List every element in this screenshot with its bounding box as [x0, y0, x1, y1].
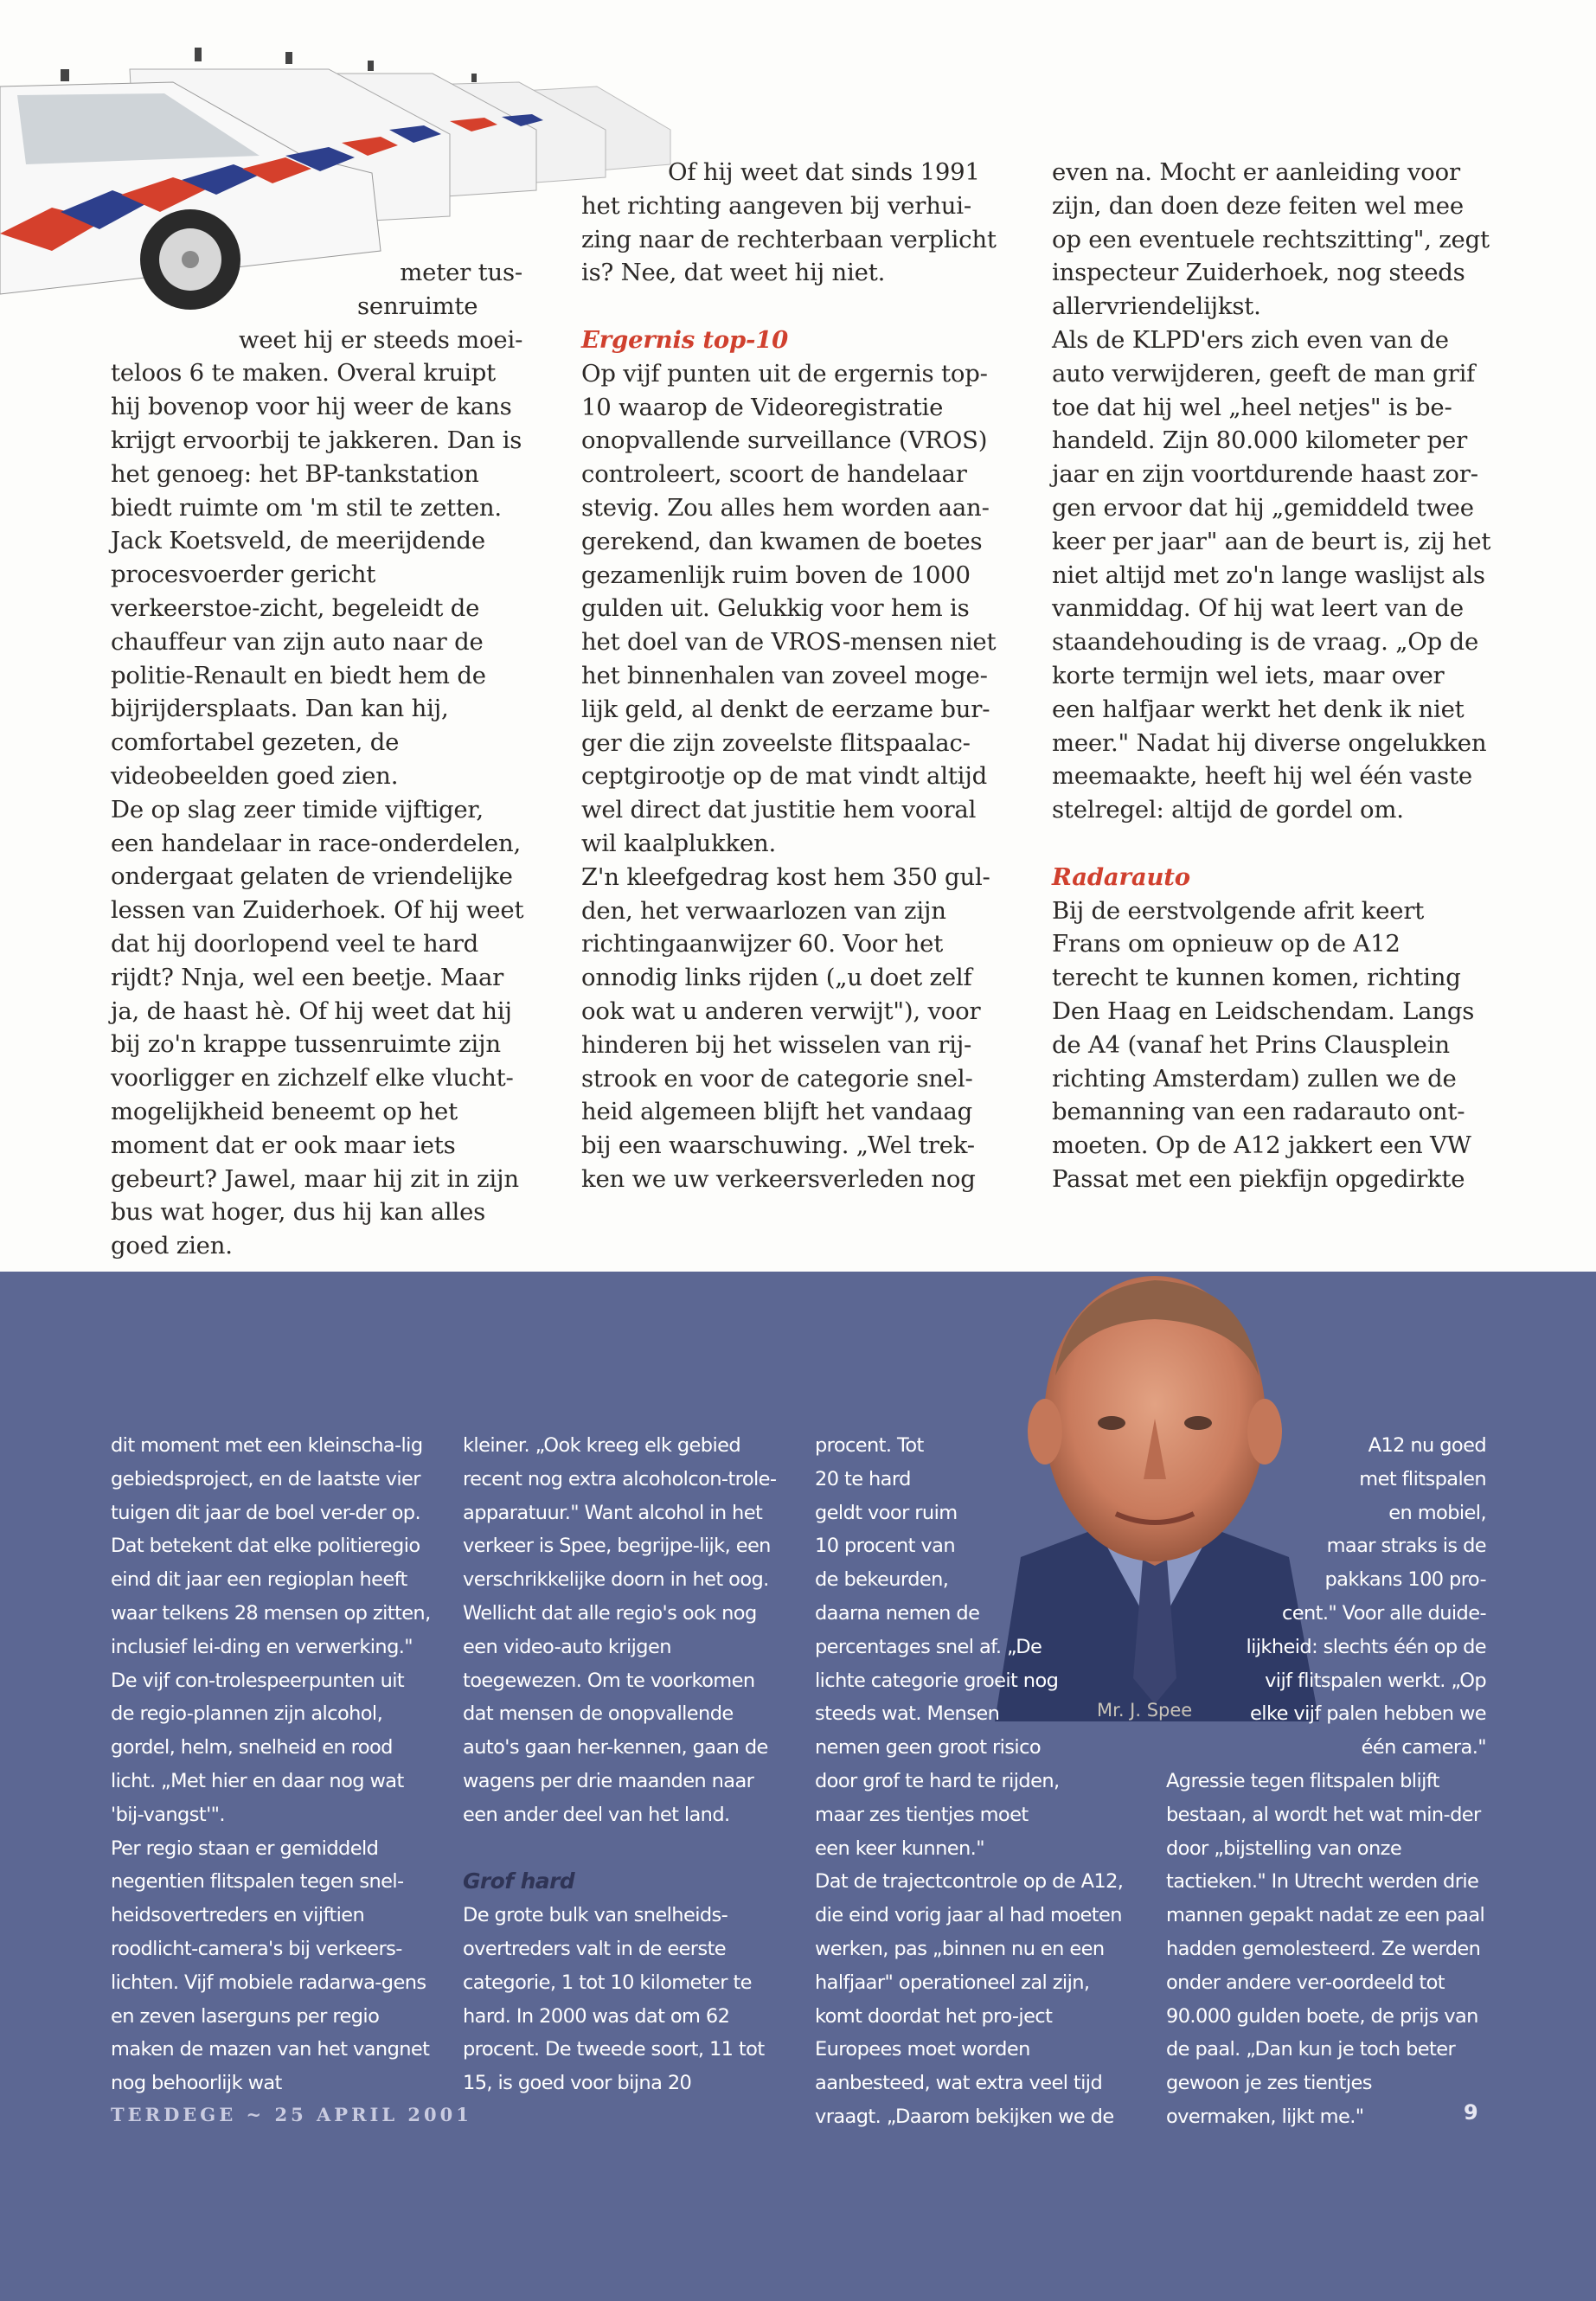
text-line: elke vijf palen hebben we	[1250, 1702, 1486, 1726]
article-column-2	[581, 156, 1002, 1196]
text-line: maar straks is de	[1326, 1535, 1486, 1558]
article-column-3	[1052, 156, 1493, 1196]
text-line: één camera."	[1361, 1736, 1486, 1759]
paragraph: Of hij weet dat sinds 1991 het richting aangeven bij verhui-zing naar de rechterbaan verplicht is? Nee, dat weet hij niet.	[581, 158, 997, 287]
sidebar-column-2	[463, 1429, 783, 2100]
text-line: cent." Voor alle duide-	[1281, 1601, 1486, 1625]
photo-caption: Mr. J. Spee	[1097, 1700, 1193, 1721]
paragraph: Z'n kleefgedrag kost hem 350 gul-den, het verwaarlozen van zijn richtingaanwijzer 60. Voor het onnodig links rijden („u doet zelf ook wat u anderen verwijt"), voor hinderen bij het wisselen van rij-strook en voor de categorie snel-heid algemeen blijft het vandaag bij een waarschuwing. „Wel trek-ken we uw verkeersverleden nog	[581, 862, 990, 1193]
paragraph: De grote bulk van snelheids-overtreders valt in de eerste categorie, 1 tot 10 kilometer te hard. In 2000 was dat om 62 procent. De tweede soort, 11 tot 15, is goed voor bijna 20	[463, 1904, 765, 2095]
text-line: en mobiel,	[1388, 1501, 1486, 1524]
text-line: 20 te hard	[815, 1467, 911, 1490]
publication-footer: TERDEGE ~ 25 APRIL 2001	[111, 2104, 472, 2125]
section-heading: Grof hard	[463, 1868, 575, 1894]
sidebar-column-4	[1166, 1429, 1486, 2134]
text-line: daarna nemen de	[815, 1601, 980, 1625]
sidebar-column-3	[815, 1429, 1135, 2134]
text-line: senruimte	[357, 292, 478, 320]
paragraph: Agressie tegen flitspalen blijft bestaan, al wordt het wat min-der door „bijstelling van onze tactieken." In Utrecht werden drie mannen gepakt nadat ze een paal hadden gemolesteerd. Ze werden onder andere ver-oordeeld tot 90.000 gulden boete, de prijs van de paal. „Dan kun je toch beter gewoon je zes tientjes overmaken, lijkt me."	[1166, 1769, 1485, 2128]
paragraph: Als de KLPD'ers zich even van de auto verwijderen, geeft de man grif toe dat hij wel „heel netjes" is be-handeld. Zijn 80.000 kilometer per jaar en zijn voortdurende haast zor-gen ervoor dat hij „gemiddeld twee keer per jaar" aan de beurt is, zij het niet altijd met zo'n lange waslijst als vanmiddag. Of hij wat leert van de staandehouding is de vraag. „Op de korte termijn wel iets, maar over een halfjaar werkt het denk ik niet meer." Nadat hij diverse ongelukken meemaakte, heeft hij wel één vaste stelregel: altijd de gordel om.	[1052, 325, 1491, 824]
paragraph: Per regio staan er gemiddeld negentien flitspalen tegen snel-heidsovertreders en vijftien roodlicht-camera's bij verkeers-lichten. Vijf mobiele radarwa-gens en zeven laserguns per regio maken de mazen van het vangnet nog behoorlijk wat	[111, 1836, 430, 2095]
article-column-1	[111, 256, 531, 1263]
text-line: meter tus-	[400, 259, 522, 286]
paragraph: even na. Mocht er aanleiding voor zijn, dan doen deze feiten wel mee op een eventuele rechtszitting", zegt inspecteur Zuiderhoek, nog steeds allervriendelijkst.	[1052, 158, 1490, 321]
paragraph: percentages snel af. „De lichte categorie groeit nog steeds wat. Mensen nemen geen groot risico door grof te hard te rijden, maar zes tientjes moet een keer kunnen."	[815, 1635, 1060, 1860]
text-line: 10 procent van	[815, 1535, 955, 1558]
text-line: procent. Tot	[815, 1434, 924, 1457]
text-line: weet hij er steeds moei-	[239, 325, 523, 354]
paragraph: Bij de eerstvolgende afrit keert Frans om opnieuw op de A12 terecht te kunnen komen, richting Den Haag en Leidschendam. Langs de A4 (vanaf het Prins Clausplein richting Amsterdam) zullen we de bemanning van een radarauto ont-moeten. Op de A12 jakkert een VW Passat met een piekfijn opgedirkte	[1052, 896, 1475, 1193]
paragraph: De op slag zeer timide vijftiger, een handelaar in race-onderdelen, ondergaat gelaten de vriendelijke lessen van Zuiderhoek. Of hij weet dat hij doorlopend veel te hard rijdt? Nnja, wel een beetje. Maar ja, de haast hè. Of hij weet dat hij bij zo'n krappe tussenruimte zijn voorligger en zichzelf elke vlucht-mogelijkheid beneemt op het moment dat er ook maar iets gebeurt? Jawel, maar hij zit in zijn bus wat hoger, dus hij kan alles goed zien.	[111, 795, 524, 1260]
text-line: geldt voor ruim	[815, 1501, 958, 1524]
page-number: 9	[1464, 2100, 1478, 2125]
paragraph: kleiner. „Ook kreeg elk gebied recent nog extra alcoholcon-trole-apparatuur." Want alcohol in het verkeer is Spee, begrijpe-lijk, een verschrikkelijke doorn in het oog. Wellicht dat alle regio's ook nog een video-auto krijgen toegewezen. Om te voorkomen dat mensen de onopvallende auto's gaan her-kennen, gaan de wagens per drie maanden naar een ander deel van het land.	[463, 1434, 777, 1826]
section-heading: Ergernis top-10	[581, 325, 789, 354]
paragraph: teloos 6 te maken. Overal kruipt hij bovenop voor hij weer de kans krijgt ervoorbij te jakkeren. Dan is het genoeg: het BP-tankstation biedt ruimte om 'm stil te zetten. Jack Koetsveld, de meerijdende procesvoerder gericht verkeerstoe-zicht, begeleidt de chauffeur van zijn auto naar de politie-Renault en biedt hem de bijrijdersplaats. Dan kan hij, comfortabel gezeten, de videobeelden goed zien.	[111, 359, 522, 790]
text-line: pakkans 100 pro-	[1324, 1568, 1486, 1592]
text-line: met flitspalen	[1359, 1467, 1486, 1490]
text-line: de bekeurden,	[815, 1568, 949, 1592]
paragraph: Op vijf punten uit de ergernis top-10 waarop de Videoregistratie onopvallende surveillance (VROS) controleert, scoort de handelaar stevig. Zou alles hem worden aan-gerekend, dan kwamen de boetes gezamenlijk ruim boven de 1000 gulden uit. Gelukkig voor hem is het doel van de VROS-mensen niet het binnenhalen van zoveel moge-lijk geld, al denkt de eerzame bur-ger die zijn zoveelste flitspaalac-ceptgirootje op de mat vindt altijd wel direct dat justitie hem vooral wil kaalplukken.	[581, 359, 997, 857]
paragraph: dit moment met een kleinscha-lig gebiedsproject, en de laatste vier tuigen dit jaar de boel ver-der op. Dat betekent dat elke politieregio eind dit jaar een regioplan heeft waar telkens 28 mensen op zitten, inclusief lei-ding en verwerking." De vijf con-trolespeerpunten uit de regio-plannen zijn alcohol, gordel, helm, snelheid en rood licht. „Met hier en daar nog wat 'bij-vangst'".	[111, 1434, 431, 1826]
section-heading: Radarauto	[1052, 862, 1190, 891]
text-line: vijf flitspalen werkt. „Op	[1265, 1669, 1486, 1692]
sidebar-column-1	[111, 1429, 431, 2100]
text-line: A12 nu goed	[1368, 1434, 1486, 1457]
text-line: lijkheid: slechts één op de	[1246, 1635, 1486, 1658]
paragraph: Dat de trajectcontrole op de A12, die eind vorig jaar al had moeten werken, pas „binnen nu en een halfjaar" operationeel zal zijn, komt doordat het pro-ject Europees moet worden aanbesteed, wat extra veel tijd vraagt. „Daarom bekijken we de	[815, 1870, 1124, 2128]
